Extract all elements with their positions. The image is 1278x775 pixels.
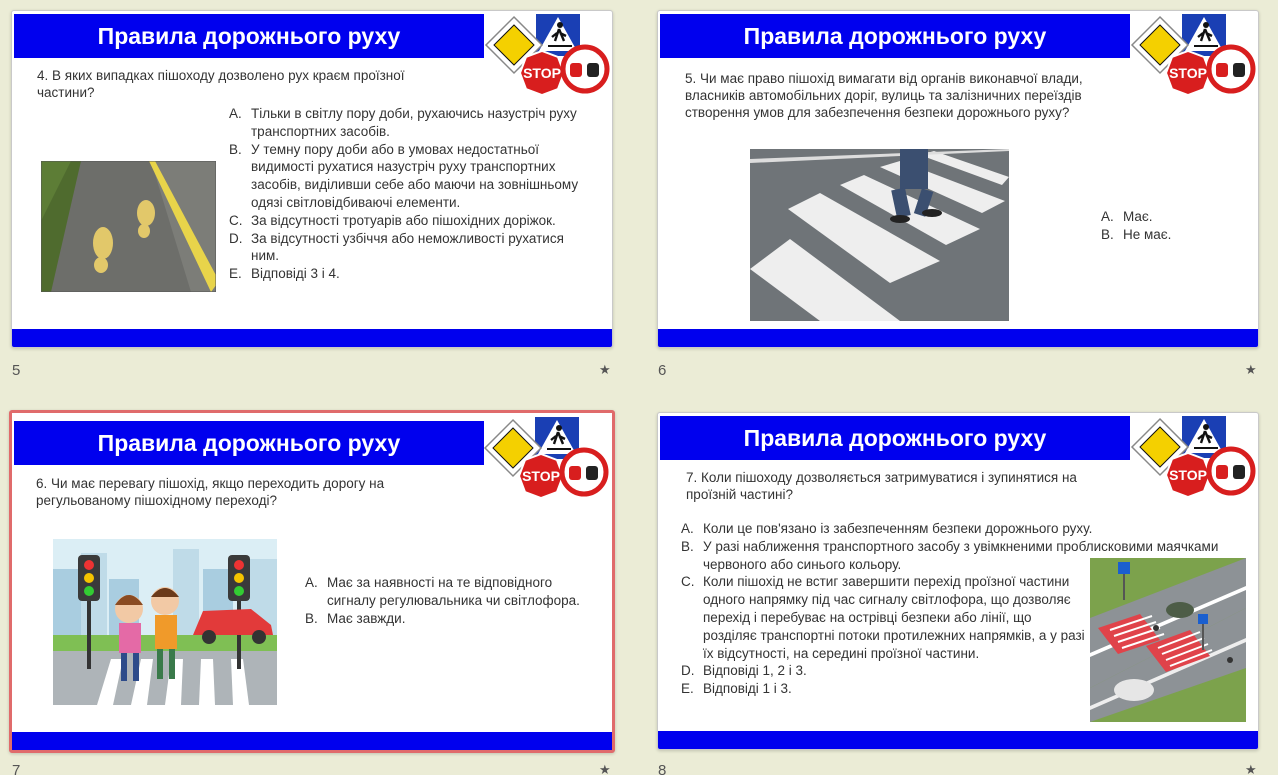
slide-thumbnail-8[interactable] bbox=[657, 412, 1259, 750]
answer-item bbox=[229, 105, 589, 141]
slide-title: Правила дорожнього руху bbox=[97, 23, 401, 49]
slide-thumbnail-5[interactable] bbox=[11, 10, 613, 348]
answer-list bbox=[1101, 208, 1241, 244]
answer-letter: D. bbox=[681, 663, 695, 679]
answer-item bbox=[681, 680, 1231, 698]
slide-thumbnail-7[interactable] bbox=[9, 410, 615, 753]
road-signs-icon bbox=[1126, 413, 1256, 507]
star-icon[interactable]: ★ bbox=[599, 762, 611, 775]
slide-number: 7 bbox=[12, 762, 21, 775]
answer-text: Коли пішохід не встиг завершити перехід проїзної частини одного напрямку під час сигналу світлофора, що дозволяє перехід і перебуває на острівці безпеки або лінії, що розділяє транспортні потоки протилежних напрямків, а у разі їх відсутності, на середині проїзної частини. bbox=[703, 574, 1085, 661]
slide-thumbnail-6[interactable] bbox=[657, 10, 1259, 348]
answer-letter: B. bbox=[681, 538, 694, 554]
title-banner bbox=[660, 14, 1130, 58]
footer-bar bbox=[12, 732, 612, 750]
answer-text: Відповіді 3 і 4. bbox=[251, 266, 340, 282]
question-text: 5. Чи має право пішохід вимагати від органів виконавчої влади, власників автомобільних доріг, вулиць та залізничних переїздів створення умов для забезпечення безпеки дорожнього руху? bbox=[685, 71, 1083, 120]
slide-title: Правила дорожнього руху bbox=[743, 425, 1047, 451]
answer-text: Має завжди. bbox=[327, 610, 406, 626]
answer-letter: A. bbox=[681, 521, 694, 536]
slide-number: 5 bbox=[12, 362, 21, 379]
question-text: 6. Чи має перевагу пішохід, якщо переходить дорогу на регульованому пішохідному переході? bbox=[36, 476, 385, 508]
question-text: 4. В яких випадках пішоходу дозволено рух краєм проїзної частини? bbox=[37, 68, 405, 100]
answer-text: Тільки в світлу пору доби, рухаючись назустріч руху транспортних засобів. bbox=[251, 106, 577, 139]
answer-text: За відсутності узбіччя або неможливості рухатися ним. bbox=[251, 230, 564, 264]
answer-item bbox=[681, 662, 1231, 680]
footer-bar bbox=[12, 329, 612, 347]
star-icon[interactable]: ★ bbox=[1245, 362, 1257, 377]
svg-text:STOP: STOP bbox=[522, 468, 560, 484]
slide-number: 8 bbox=[658, 762, 667, 775]
slide-title: Правила дорожнього руху bbox=[97, 430, 401, 456]
answer-letter: B. bbox=[305, 610, 318, 626]
answer-item bbox=[229, 230, 589, 266]
crosswalk-image bbox=[750, 149, 1009, 321]
answer-item bbox=[229, 265, 589, 283]
answer-letter: A. bbox=[1101, 209, 1114, 224]
answer-text: У разі наближення транспортного засобу з увімкненими проблисковими маячками червоного або синього кольору. bbox=[703, 538, 1219, 572]
children-crossing-image bbox=[53, 539, 277, 705]
star-icon[interactable]: ★ bbox=[1245, 762, 1257, 775]
svg-text:STOP: STOP bbox=[1169, 65, 1207, 81]
footprints-road-image bbox=[41, 161, 216, 292]
footer-bar bbox=[658, 731, 1258, 749]
answer-letter: C. bbox=[681, 574, 695, 590]
star-icon[interactable]: ★ bbox=[599, 362, 611, 377]
footer-bar bbox=[658, 329, 1258, 347]
answer-letter: D. bbox=[229, 230, 243, 246]
answer-item bbox=[681, 538, 1231, 574]
answer-text: У темну пору доби або в умовах недостатньої видимості рухатися назустріч руху транспортних засобів, виділивши себе або маючи на зовнішньому одязі світловідбиваючі елементи. bbox=[251, 141, 579, 210]
answer-item bbox=[681, 573, 1086, 662]
answer-item bbox=[229, 212, 589, 230]
answer-letter: C. bbox=[229, 212, 243, 228]
answer-list bbox=[229, 105, 589, 283]
answer-text: Має. bbox=[1123, 209, 1153, 224]
title-banner bbox=[660, 416, 1130, 460]
road-signs-icon bbox=[479, 414, 609, 508]
answer-item bbox=[229, 141, 589, 212]
answer-text: Коли це пов'язано із забезпеченням безпеки дорожнього руху. bbox=[703, 521, 1093, 536]
answer-letter: E. bbox=[681, 681, 694, 697]
slide-title: Правила дорожнього руху bbox=[743, 23, 1047, 49]
answer-letter: A. bbox=[229, 106, 242, 121]
answer-letter: B. bbox=[229, 141, 242, 157]
answer-list bbox=[681, 520, 1231, 698]
answer-item bbox=[305, 574, 595, 610]
answer-text: Не має. bbox=[1123, 226, 1172, 242]
answer-letter: B. bbox=[1101, 226, 1114, 242]
answer-item bbox=[1101, 226, 1241, 244]
title-banner bbox=[14, 421, 484, 465]
svg-text:STOP: STOP bbox=[523, 65, 561, 81]
road-signs-icon bbox=[480, 11, 610, 105]
answer-letter: E. bbox=[229, 266, 242, 282]
answer-letter: A. bbox=[305, 575, 318, 590]
question-text: 7. Коли пішоходу дозволяється затримуватися і зупинятися на проїзній частині? bbox=[686, 470, 1077, 502]
answer-text: Має за наявності на те відповідного сигналу регулювальника чи світлофора. bbox=[327, 575, 580, 608]
title-banner bbox=[14, 14, 484, 58]
answer-item bbox=[681, 520, 1231, 538]
answer-item bbox=[305, 610, 595, 628]
answer-text: За відсутності тротуарів або пішохідних доріжок. bbox=[251, 212, 556, 228]
slide-number: 6 bbox=[658, 362, 667, 379]
road-signs-icon bbox=[1126, 11, 1256, 105]
answer-list bbox=[305, 574, 595, 627]
svg-text:STOP: STOP bbox=[1169, 467, 1207, 483]
answer-text: Відповіді 1 і 3. bbox=[703, 681, 792, 697]
answer-item bbox=[1101, 208, 1241, 226]
answer-text: Відповіді 1, 2 і 3. bbox=[703, 663, 807, 679]
